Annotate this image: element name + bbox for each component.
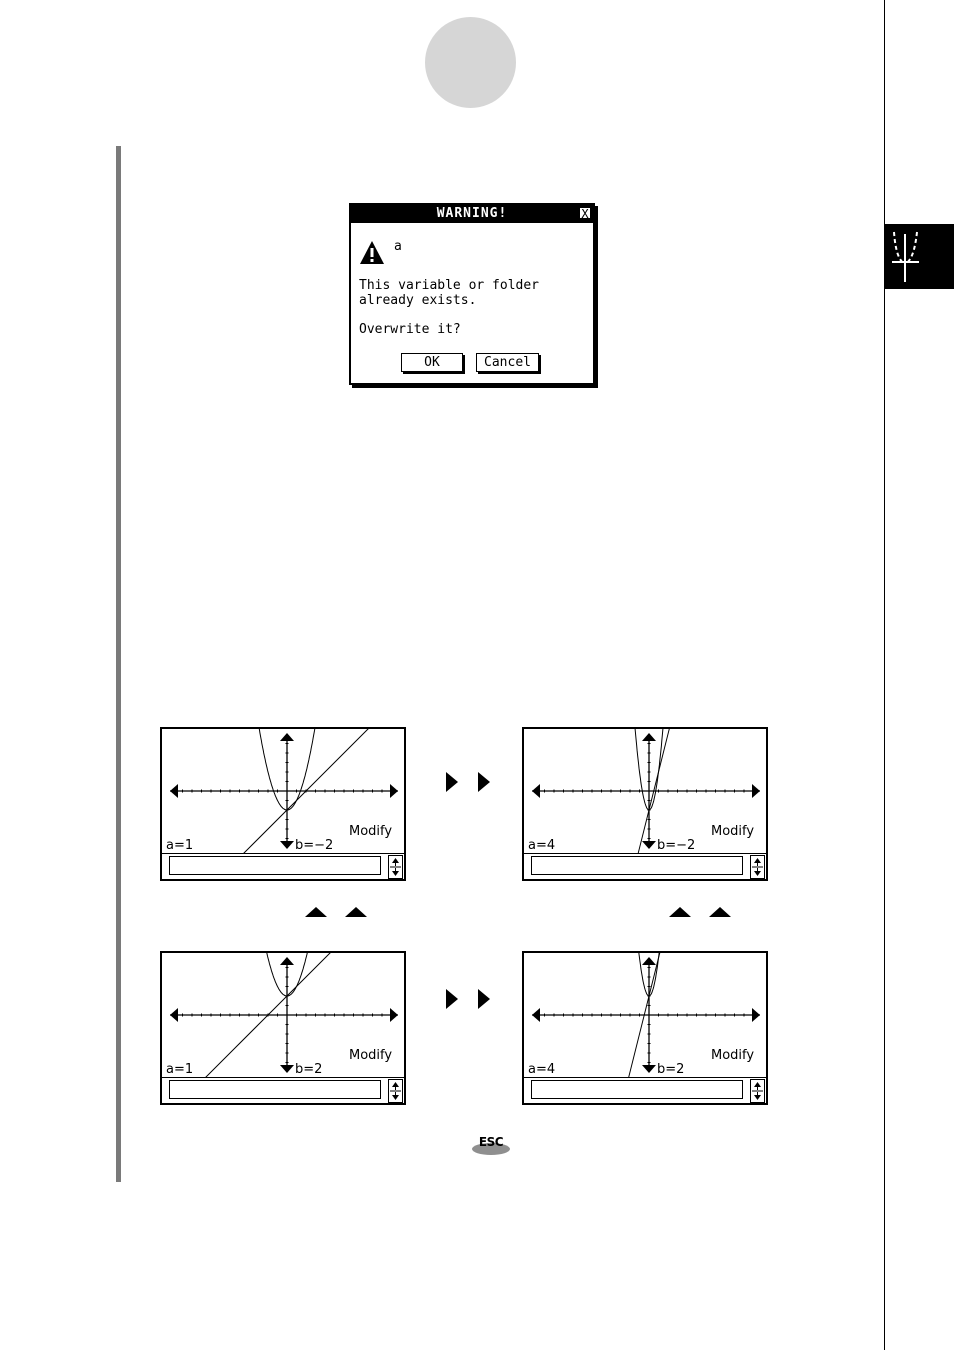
up-arrow-icon bbox=[642, 957, 656, 965]
modify-label: Modify bbox=[349, 1048, 393, 1063]
scroll-arrows-icon[interactable] bbox=[388, 1079, 403, 1103]
up-arrow-icon bbox=[280, 957, 294, 965]
close-icon[interactable]: X bbox=[579, 207, 591, 219]
graph-screen bbox=[160, 727, 406, 881]
chapter-circle-decoration bbox=[425, 17, 516, 108]
scroll-arrows-icon[interactable] bbox=[750, 855, 765, 879]
graph-screen bbox=[160, 951, 406, 1105]
esc-key-label: ESC bbox=[478, 1135, 504, 1149]
entry-divider bbox=[524, 853, 766, 854]
scroll-arrows-icon[interactable] bbox=[388, 855, 403, 879]
left-arrow-icon bbox=[532, 1008, 540, 1022]
a-value-label: a=4 bbox=[528, 838, 556, 853]
up-arrow-icon bbox=[280, 733, 294, 741]
parabola-graph bbox=[526, 729, 767, 810]
right-arrow-icon bbox=[478, 772, 490, 792]
right-arrow-icon bbox=[752, 784, 760, 798]
parabola-graph bbox=[164, 953, 405, 996]
right-arrow-icon bbox=[446, 772, 458, 792]
entry-divider bbox=[524, 1077, 766, 1078]
entry-field[interactable] bbox=[169, 1080, 381, 1099]
message-line-2: already exists. bbox=[359, 293, 477, 308]
entry-field[interactable] bbox=[531, 856, 743, 875]
left-arrow-icon bbox=[170, 1008, 178, 1022]
right-arrow-keys bbox=[444, 988, 494, 1010]
up-arrow-icon bbox=[709, 907, 731, 917]
entry-divider bbox=[162, 853, 404, 854]
overwrite-question: Overwrite it? bbox=[359, 322, 461, 337]
down-arrow-icon bbox=[280, 841, 294, 849]
warning-dialog bbox=[349, 203, 595, 385]
variable-name: a bbox=[394, 239, 402, 254]
b-value-label: b=2 bbox=[295, 1062, 323, 1077]
b-value-label: b=−2 bbox=[657, 838, 696, 853]
dialog-title: WARNING! bbox=[351, 205, 593, 223]
down-arrow-icon bbox=[642, 841, 656, 849]
up-arrow-icon bbox=[642, 733, 656, 741]
modify-label: Modify bbox=[711, 1048, 755, 1063]
a-value-label: a=4 bbox=[528, 1062, 556, 1077]
entry-field[interactable] bbox=[169, 856, 381, 875]
b-value-label: b=2 bbox=[657, 1062, 685, 1077]
right-arrow-keys bbox=[444, 771, 494, 793]
parabola-graph bbox=[164, 729, 405, 810]
left-arrow-icon bbox=[170, 784, 178, 798]
up-arrow-icon bbox=[669, 907, 691, 917]
right-arrow-icon bbox=[446, 989, 458, 1009]
entry-field[interactable] bbox=[531, 1080, 743, 1099]
entry-divider bbox=[162, 1077, 404, 1078]
right-arrow-icon bbox=[390, 1008, 398, 1022]
a-value-label: a=1 bbox=[166, 1062, 194, 1077]
modify-label: Modify bbox=[711, 824, 755, 839]
b-value-label: b=−2 bbox=[295, 838, 334, 853]
up-arrow-icon bbox=[345, 907, 367, 917]
graph-function-icon bbox=[884, 224, 954, 289]
a-value-label: a=1 bbox=[166, 838, 194, 853]
up-arrow-icon bbox=[305, 907, 327, 917]
modify-label: Modify bbox=[349, 824, 393, 839]
up-arrow-keys bbox=[668, 905, 734, 919]
right-arrow-icon bbox=[390, 784, 398, 798]
cancel-button[interactable]: Cancel bbox=[476, 353, 539, 372]
ok-button[interactable]: OK bbox=[401, 353, 463, 372]
scroll-arrows-icon[interactable] bbox=[750, 1079, 765, 1103]
message-line-1: This variable or folder bbox=[359, 278, 540, 293]
down-arrow-icon bbox=[642, 1065, 656, 1073]
right-arrow-icon bbox=[752, 1008, 760, 1022]
parabola-graph bbox=[526, 953, 767, 996]
esc-key bbox=[471, 1134, 511, 1156]
left-arrow-icon bbox=[532, 784, 540, 798]
right-arrow-icon bbox=[478, 989, 490, 1009]
graph-screen bbox=[522, 727, 768, 881]
warning-triangle-icon bbox=[359, 239, 385, 265]
step-bar bbox=[116, 146, 121, 1182]
down-arrow-icon bbox=[280, 1065, 294, 1073]
chapter-tab bbox=[884, 224, 954, 289]
up-arrow-keys bbox=[304, 905, 370, 919]
graph-screen bbox=[522, 951, 768, 1105]
right-margin-rule bbox=[884, 0, 885, 1350]
